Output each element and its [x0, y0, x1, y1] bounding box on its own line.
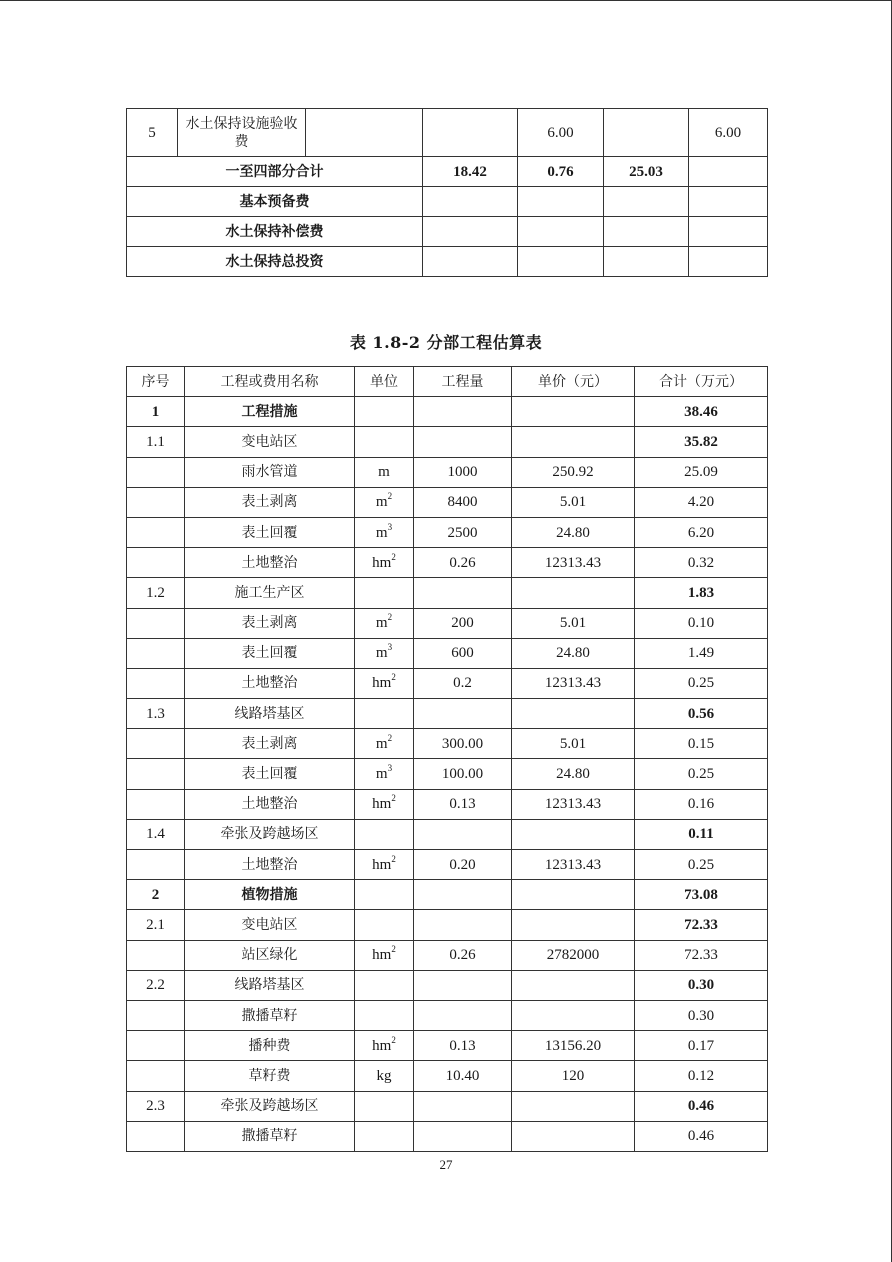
unit-text: kg [376, 1067, 392, 1084]
total-cell: 0.25 [635, 759, 768, 789]
total-cell: 6.00 [689, 109, 768, 157]
value-cell [689, 247, 768, 277]
item-name-cell: 施工生产区 [185, 578, 355, 608]
item-name-cell: 土地整治 [185, 850, 355, 880]
value-cell [604, 187, 689, 217]
total-cell: 4.20 [635, 487, 768, 517]
column-header: 合计（万元） [635, 367, 768, 397]
row-number-cell: 1.2 [127, 578, 185, 608]
total-cell: 6.20 [635, 517, 768, 547]
unit-cell [355, 638, 414, 668]
row-number-cell [127, 1000, 185, 1030]
unit-cell [355, 1000, 414, 1030]
item-name-cell: 线路塔基区 [185, 970, 355, 1000]
table-row [127, 850, 768, 880]
table-row [127, 517, 768, 547]
table-row [127, 1091, 768, 1121]
value-cell [306, 109, 423, 157]
table-row [127, 548, 768, 578]
row-number-cell [127, 608, 185, 638]
item-name-cell: 变电站区 [185, 427, 355, 457]
item-name-cell: 土地整治 [185, 548, 355, 578]
row-number-cell: 2.1 [127, 910, 185, 940]
table-row [127, 759, 768, 789]
column-header: 工程或费用名称 [185, 367, 355, 397]
unit-price-cell: 2782000 [512, 940, 635, 970]
unit-price-cell: 5.01 [512, 487, 635, 517]
unit-cell [355, 1121, 414, 1151]
unit-exponent: 2 [387, 732, 393, 743]
quantity-cell: 8400 [414, 487, 512, 517]
row-number-cell [127, 789, 185, 819]
total-cell: 0.30 [635, 1000, 768, 1030]
total-cell: 0.25 [635, 668, 768, 698]
unit-price-cell: 5.01 [512, 729, 635, 759]
value-cell: 25.03 [604, 157, 689, 187]
row-number-cell: 2.2 [127, 970, 185, 1000]
unit-cell [355, 517, 414, 547]
table-row [127, 109, 768, 157]
unit-cell [355, 457, 414, 487]
unit-exponent: 2 [391, 853, 396, 864]
row-number-cell: 1.4 [127, 819, 185, 849]
quantity-cell: 2500 [414, 517, 512, 547]
total-cell: 0.15 [635, 729, 768, 759]
unit-cell [355, 578, 414, 608]
table-row [127, 187, 768, 217]
unit-price-cell [512, 1121, 635, 1151]
row-number-cell [127, 759, 185, 789]
value-cell [604, 217, 689, 247]
unit-text: hm [372, 1037, 392, 1054]
table-row [127, 397, 768, 427]
unit-text: m [375, 494, 388, 511]
table-row [127, 1121, 768, 1151]
row-number-cell [127, 729, 185, 759]
quantity-cell [414, 699, 512, 729]
table-header-row [127, 367, 768, 397]
total-cell: 0.10 [635, 608, 768, 638]
page-number: 27 [439, 1157, 453, 1172]
value-cell: 0.76 [518, 157, 604, 187]
row-number-cell: 1 [127, 397, 185, 427]
unit-exponent: 2 [387, 612, 393, 623]
unit-price-cell: 5.01 [512, 608, 635, 638]
total-cell: 0.46 [635, 1091, 768, 1121]
unit-price-cell: 24.80 [512, 638, 635, 668]
unit-cell [355, 397, 414, 427]
row-number-cell [127, 668, 185, 698]
unit-cell [355, 729, 414, 759]
item-name-cell: 草籽费 [185, 1061, 355, 1091]
unit-cell [355, 789, 414, 819]
value-cell [423, 109, 518, 157]
value-cell: 6.00 [518, 109, 604, 157]
quantity-cell [414, 1091, 512, 1121]
total-cell: 0.25 [635, 850, 768, 880]
value-cell [689, 187, 768, 217]
total-cell: 25.09 [635, 457, 768, 487]
row-number-cell: 2 [127, 880, 185, 910]
column-header: 单价（元） [512, 367, 635, 397]
total-cell: 0.56 [635, 699, 768, 729]
quantity-cell: 200 [414, 608, 512, 638]
unit-price-cell [512, 819, 635, 849]
table-row [127, 247, 768, 277]
item-name-cell: 表土回覆 [185, 517, 355, 547]
unit-exponent: 3 [387, 521, 393, 532]
table-row [127, 1000, 768, 1030]
unit-cell [355, 940, 414, 970]
quantity-cell [414, 397, 512, 427]
row-number-cell: 1.1 [127, 427, 185, 457]
quantity-cell: 10.40 [414, 1061, 512, 1091]
value-cell [689, 217, 768, 247]
investment-summary-table [126, 108, 768, 277]
unit-price-cell: 13156.20 [512, 1031, 635, 1061]
table-row [127, 910, 768, 940]
unit-exponent: 2 [391, 1034, 396, 1045]
unit-text: hm [372, 554, 392, 571]
row-number-cell: 5 [127, 109, 178, 157]
unit-text: hm [372, 947, 392, 964]
unit-price-cell [512, 427, 635, 457]
value-cell [518, 217, 604, 247]
row-number-cell [127, 1031, 185, 1061]
quantity-cell: 100.00 [414, 759, 512, 789]
row-number-cell [127, 1061, 185, 1091]
unit-cell [355, 1091, 414, 1121]
item-name-cell: 线路塔基区 [185, 699, 355, 729]
unit-exponent: 2 [391, 793, 396, 804]
quantity-cell: 0.26 [414, 548, 512, 578]
table-row [127, 819, 768, 849]
quantity-cell: 0.13 [414, 789, 512, 819]
value-cell [423, 187, 518, 217]
item-name-cell: 牵张及跨越场区 [185, 819, 355, 849]
row-number-cell [127, 487, 185, 517]
total-cell: 0.12 [635, 1061, 768, 1091]
unit-price-cell [512, 699, 635, 729]
table-row [127, 699, 768, 729]
quantity-cell [414, 578, 512, 608]
unit-text: m [375, 524, 388, 541]
item-name-cell: 雨水管道 [185, 457, 355, 487]
unit-cell [355, 699, 414, 729]
total-cell: 0.30 [635, 970, 768, 1000]
unit-cell [355, 850, 414, 880]
unit-price-cell: 12313.43 [512, 668, 635, 698]
unit-price-cell [512, 1000, 635, 1030]
unit-price-cell [512, 910, 635, 940]
unit-text: hm [372, 796, 392, 813]
item-name-cell: 表土剥离 [185, 608, 355, 638]
item-name-cell: 变电站区 [185, 910, 355, 940]
unit-price-cell [512, 880, 635, 910]
total-cell: 0.46 [635, 1121, 768, 1151]
quantity-cell [414, 1121, 512, 1151]
item-name-cell: 表土回覆 [185, 759, 355, 789]
unit-price-cell [512, 578, 635, 608]
total-cell: 0.32 [635, 548, 768, 578]
table-row [127, 880, 768, 910]
value-cell [604, 109, 689, 157]
table-row [127, 608, 768, 638]
unit-cell [355, 759, 414, 789]
row-number-cell: 2.3 [127, 1091, 185, 1121]
unit-price-cell: 24.80 [512, 759, 635, 789]
unit-cell [355, 427, 414, 457]
row-number-cell [127, 850, 185, 880]
unit-exponent: 3 [387, 763, 393, 774]
unit-cell [355, 970, 414, 1000]
sub-project-estimate-table [126, 366, 768, 1152]
total-cell: 0.16 [635, 789, 768, 819]
quantity-cell [414, 1000, 512, 1030]
table-row [127, 427, 768, 457]
unit-exponent: 2 [391, 944, 396, 955]
item-name-cell: 站区绿化 [185, 940, 355, 970]
unit-price-cell: 12313.43 [512, 548, 635, 578]
unit-text: m [375, 766, 388, 783]
unit-price-cell: 24.80 [512, 517, 635, 547]
unit-text: m [378, 464, 390, 481]
row-label-cell: 水土保持总投资 [127, 247, 423, 277]
quantity-cell [414, 970, 512, 1000]
row-number-cell [127, 517, 185, 547]
table-row [127, 789, 768, 819]
value-cell: 18.42 [423, 157, 518, 187]
row-label-cell: 水土保持补偿费 [127, 217, 423, 247]
unit-cell [355, 910, 414, 940]
item-name-cell: 水土保持设施验收费 [178, 109, 306, 157]
unit-text: hm [372, 856, 392, 873]
quantity-cell [414, 880, 512, 910]
table-row [127, 457, 768, 487]
value-cell [689, 157, 768, 187]
value-cell [423, 217, 518, 247]
unit-price-cell: 12313.43 [512, 789, 635, 819]
item-name-cell: 表土剥离 [185, 487, 355, 517]
total-cell: 0.17 [635, 1031, 768, 1061]
column-header: 单位 [355, 367, 414, 397]
row-label-cell: 基本预备费 [127, 187, 423, 217]
total-cell: 35.82 [635, 427, 768, 457]
quantity-cell: 0.26 [414, 940, 512, 970]
total-cell: 73.08 [635, 880, 768, 910]
quantity-cell [414, 427, 512, 457]
total-cell: 1.83 [635, 578, 768, 608]
unit-exponent: 2 [391, 672, 396, 683]
unit-price-cell: 12313.43 [512, 850, 635, 880]
quantity-cell: 600 [414, 638, 512, 668]
row-number-cell [127, 940, 185, 970]
value-cell [518, 247, 604, 277]
value-cell [423, 247, 518, 277]
quantity-cell: 0.13 [414, 1031, 512, 1061]
unit-price-cell: 250.92 [512, 457, 635, 487]
unit-cell [355, 608, 414, 638]
unit-exponent: 2 [387, 491, 393, 502]
item-name-cell: 撒播草籽 [185, 1000, 355, 1030]
top-border-line [0, 0, 892, 1]
row-number-cell [127, 638, 185, 668]
item-name-cell: 撒播草籽 [185, 1121, 355, 1151]
unit-text: m [375, 735, 388, 752]
row-number-cell: 1.3 [127, 699, 185, 729]
unit-cell [355, 1031, 414, 1061]
table-row [127, 970, 768, 1000]
table-row [127, 940, 768, 970]
quantity-cell: 300.00 [414, 729, 512, 759]
item-name-cell: 植物措施 [185, 880, 355, 910]
unit-cell [355, 819, 414, 849]
table-row [127, 578, 768, 608]
total-cell: 72.33 [635, 910, 768, 940]
column-header: 工程量 [414, 367, 512, 397]
unit-text: hm [372, 675, 392, 692]
quantity-cell [414, 819, 512, 849]
table-row [127, 1061, 768, 1091]
table-row [127, 729, 768, 759]
table-row [127, 487, 768, 517]
unit-exponent: 3 [387, 642, 393, 653]
unit-text: m [375, 645, 388, 662]
total-cell: 72.33 [635, 940, 768, 970]
unit-cell [355, 668, 414, 698]
unit-price-cell [512, 970, 635, 1000]
item-name-cell: 工程措施 [185, 397, 355, 427]
unit-exponent: 2 [391, 551, 396, 562]
table-row [127, 157, 768, 187]
row-number-cell [127, 457, 185, 487]
total-cell: 38.46 [635, 397, 768, 427]
unit-text: m [375, 615, 388, 632]
row-number-cell [127, 548, 185, 578]
value-cell [518, 187, 604, 217]
item-name-cell: 表土回覆 [185, 638, 355, 668]
unit-cell [355, 880, 414, 910]
row-number-cell [127, 1121, 185, 1151]
value-cell [604, 247, 689, 277]
unit-cell [355, 487, 414, 517]
item-name-cell: 土地整治 [185, 668, 355, 698]
item-name-cell: 表土剥离 [185, 729, 355, 759]
column-header: 序号 [127, 367, 185, 397]
quantity-cell: 0.20 [414, 850, 512, 880]
quantity-cell: 0.2 [414, 668, 512, 698]
item-name-cell: 播种费 [185, 1031, 355, 1061]
unit-price-cell [512, 1091, 635, 1121]
total-cell: 0.11 [635, 819, 768, 849]
table-title: 表 1.8-2 分部工程估算表 [349, 333, 543, 352]
table-row [127, 1031, 768, 1061]
table-row [127, 668, 768, 698]
table-row [127, 638, 768, 668]
quantity-cell: 1000 [414, 457, 512, 487]
table-row [127, 217, 768, 247]
unit-cell [355, 548, 414, 578]
total-cell: 1.49 [635, 638, 768, 668]
unit-price-cell [512, 397, 635, 427]
item-name-cell: 土地整治 [185, 789, 355, 819]
item-name-cell: 牵张及跨越场区 [185, 1091, 355, 1121]
quantity-cell [414, 910, 512, 940]
unit-cell [355, 1061, 414, 1091]
unit-price-cell: 120 [512, 1061, 635, 1091]
row-label-cell: 一至四部分合计 [127, 157, 423, 187]
